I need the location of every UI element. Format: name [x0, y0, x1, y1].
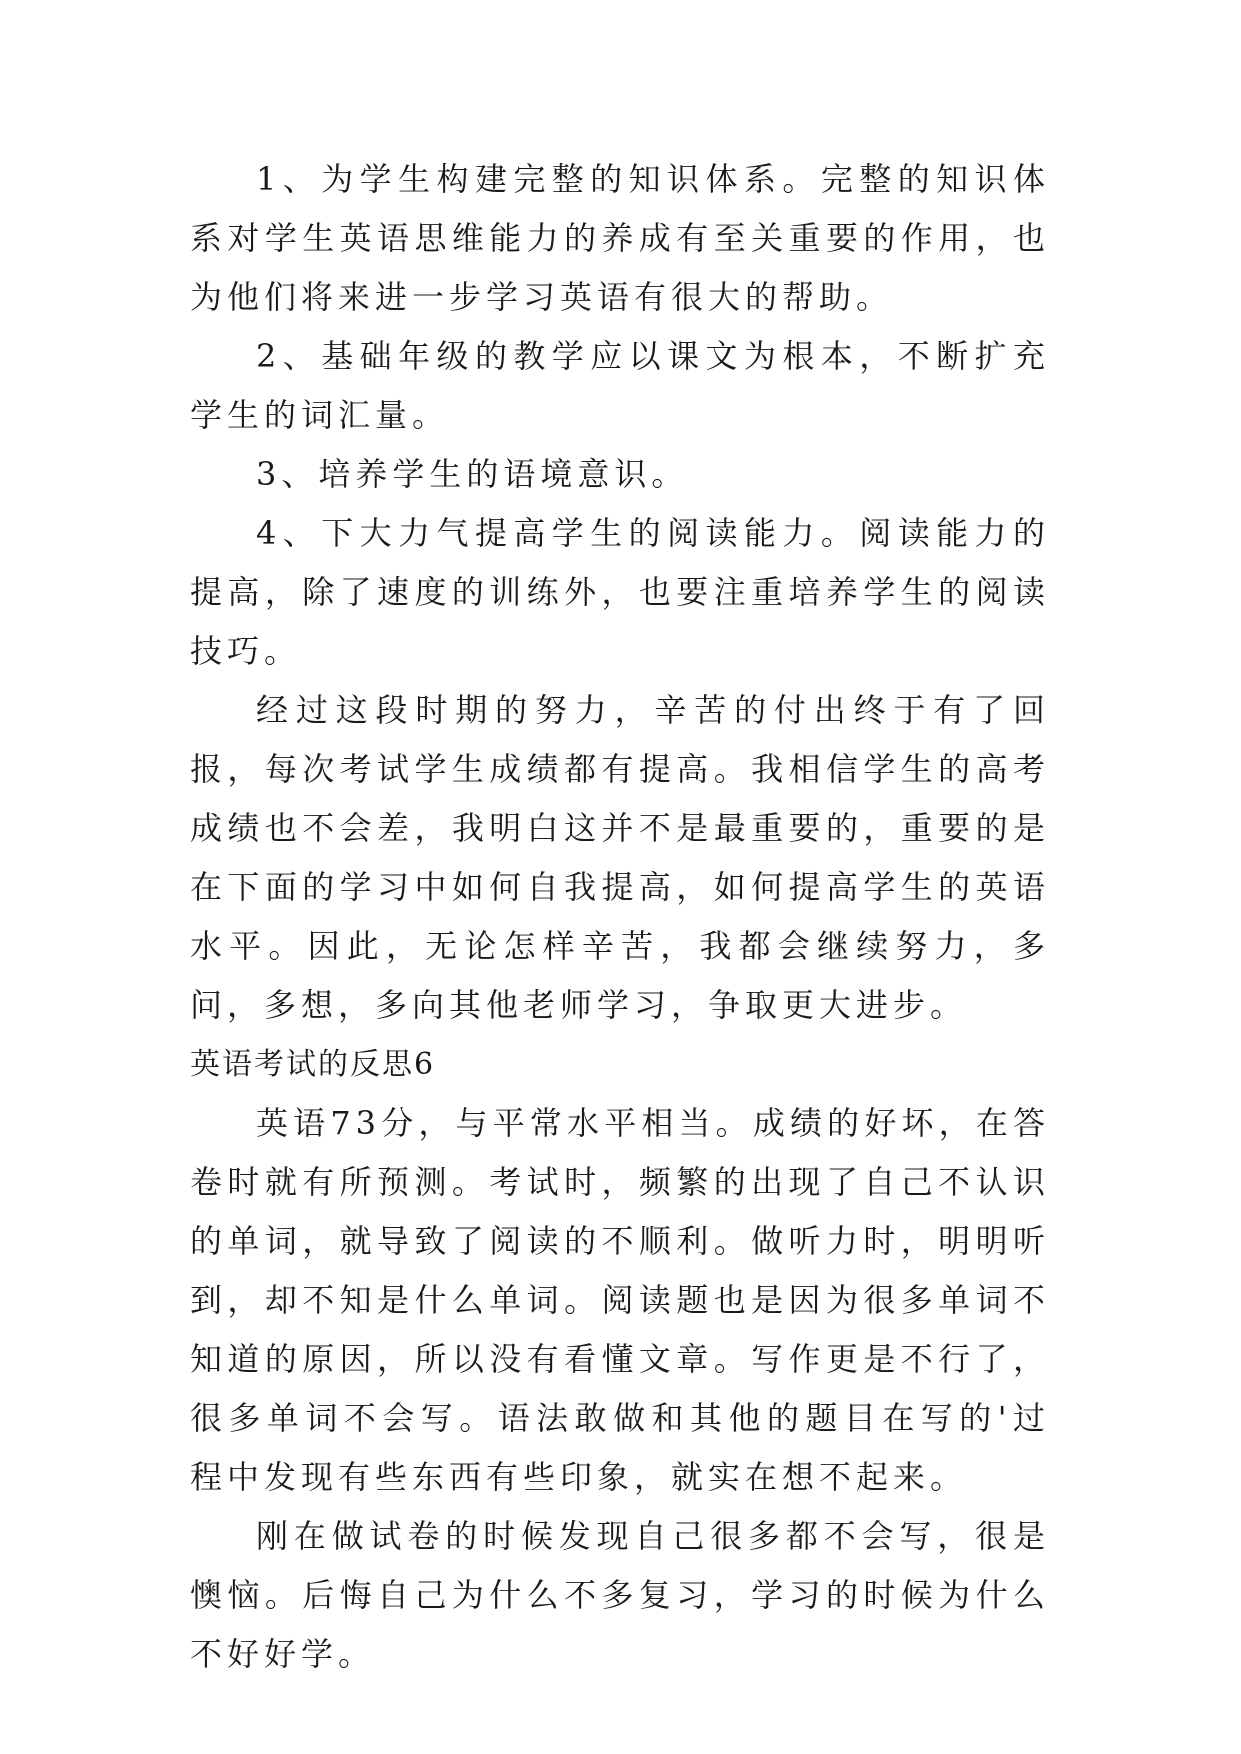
paragraph-context-awareness: 3、培养学生的语境意识。 [256, 455, 689, 493]
paragraph-exam-score: 英语73分，与平常水平相当。成绩的好坏，在答卷时就有所预测。考试时，频繁的出现了自己不认识的单词，就导致了阅读的不顺利。做听力时，明明听到，却不知是什么单词。阅读题也是因为很多单词不知道的原因，所以没有看懂文章。写作更是不行了，很多单词不会写。语法敢做和其他的题目在写的'过程中发现有些东西有些印象，就实在想不起来。 [190, 1104, 1050, 1496]
paragraph-vocabulary: 2、基础年级的教学应以课文为根本，不断扩充学生的词汇量。 [190, 337, 1050, 434]
paragraph-regret: 刚在做试卷的时候发现自己很多都不会写，很是懊恼。后悔自己为什么不多复习，学习的时候为什么不好好学。 [190, 1517, 1050, 1673]
paragraph-reading-ability: 4、下大力气提高学生的阅读能力。阅读能力的提高，除了速度的训练外，也要注重培养学生的阅读技巧。 [190, 514, 1050, 670]
paragraph-knowledge-system: 1、为学生构建完整的知识体系。完整的知识体系对学生英语思维能力的养成有至关重要的作用，也为他们将来进一步学习英语有很大的帮助。 [190, 160, 1050, 316]
paragraph-summary: 经过这段时期的努力，辛苦的付出终于有了回报，每次考试学生成绩都有提高。我相信学生的高考成绩也不会差，我明白这并不是最重要的，重要的是在下面的学习中如何自我提高，如何提高学生的英语水平。因此，无论怎样辛苦，我都会继续努力，多问，多想，多向其他老师学习，争取更大进步。 [190, 691, 1050, 1024]
section-heading: 英语考试的反思6 [190, 1047, 436, 1082]
document-page [190, 150, 1050, 1684]
